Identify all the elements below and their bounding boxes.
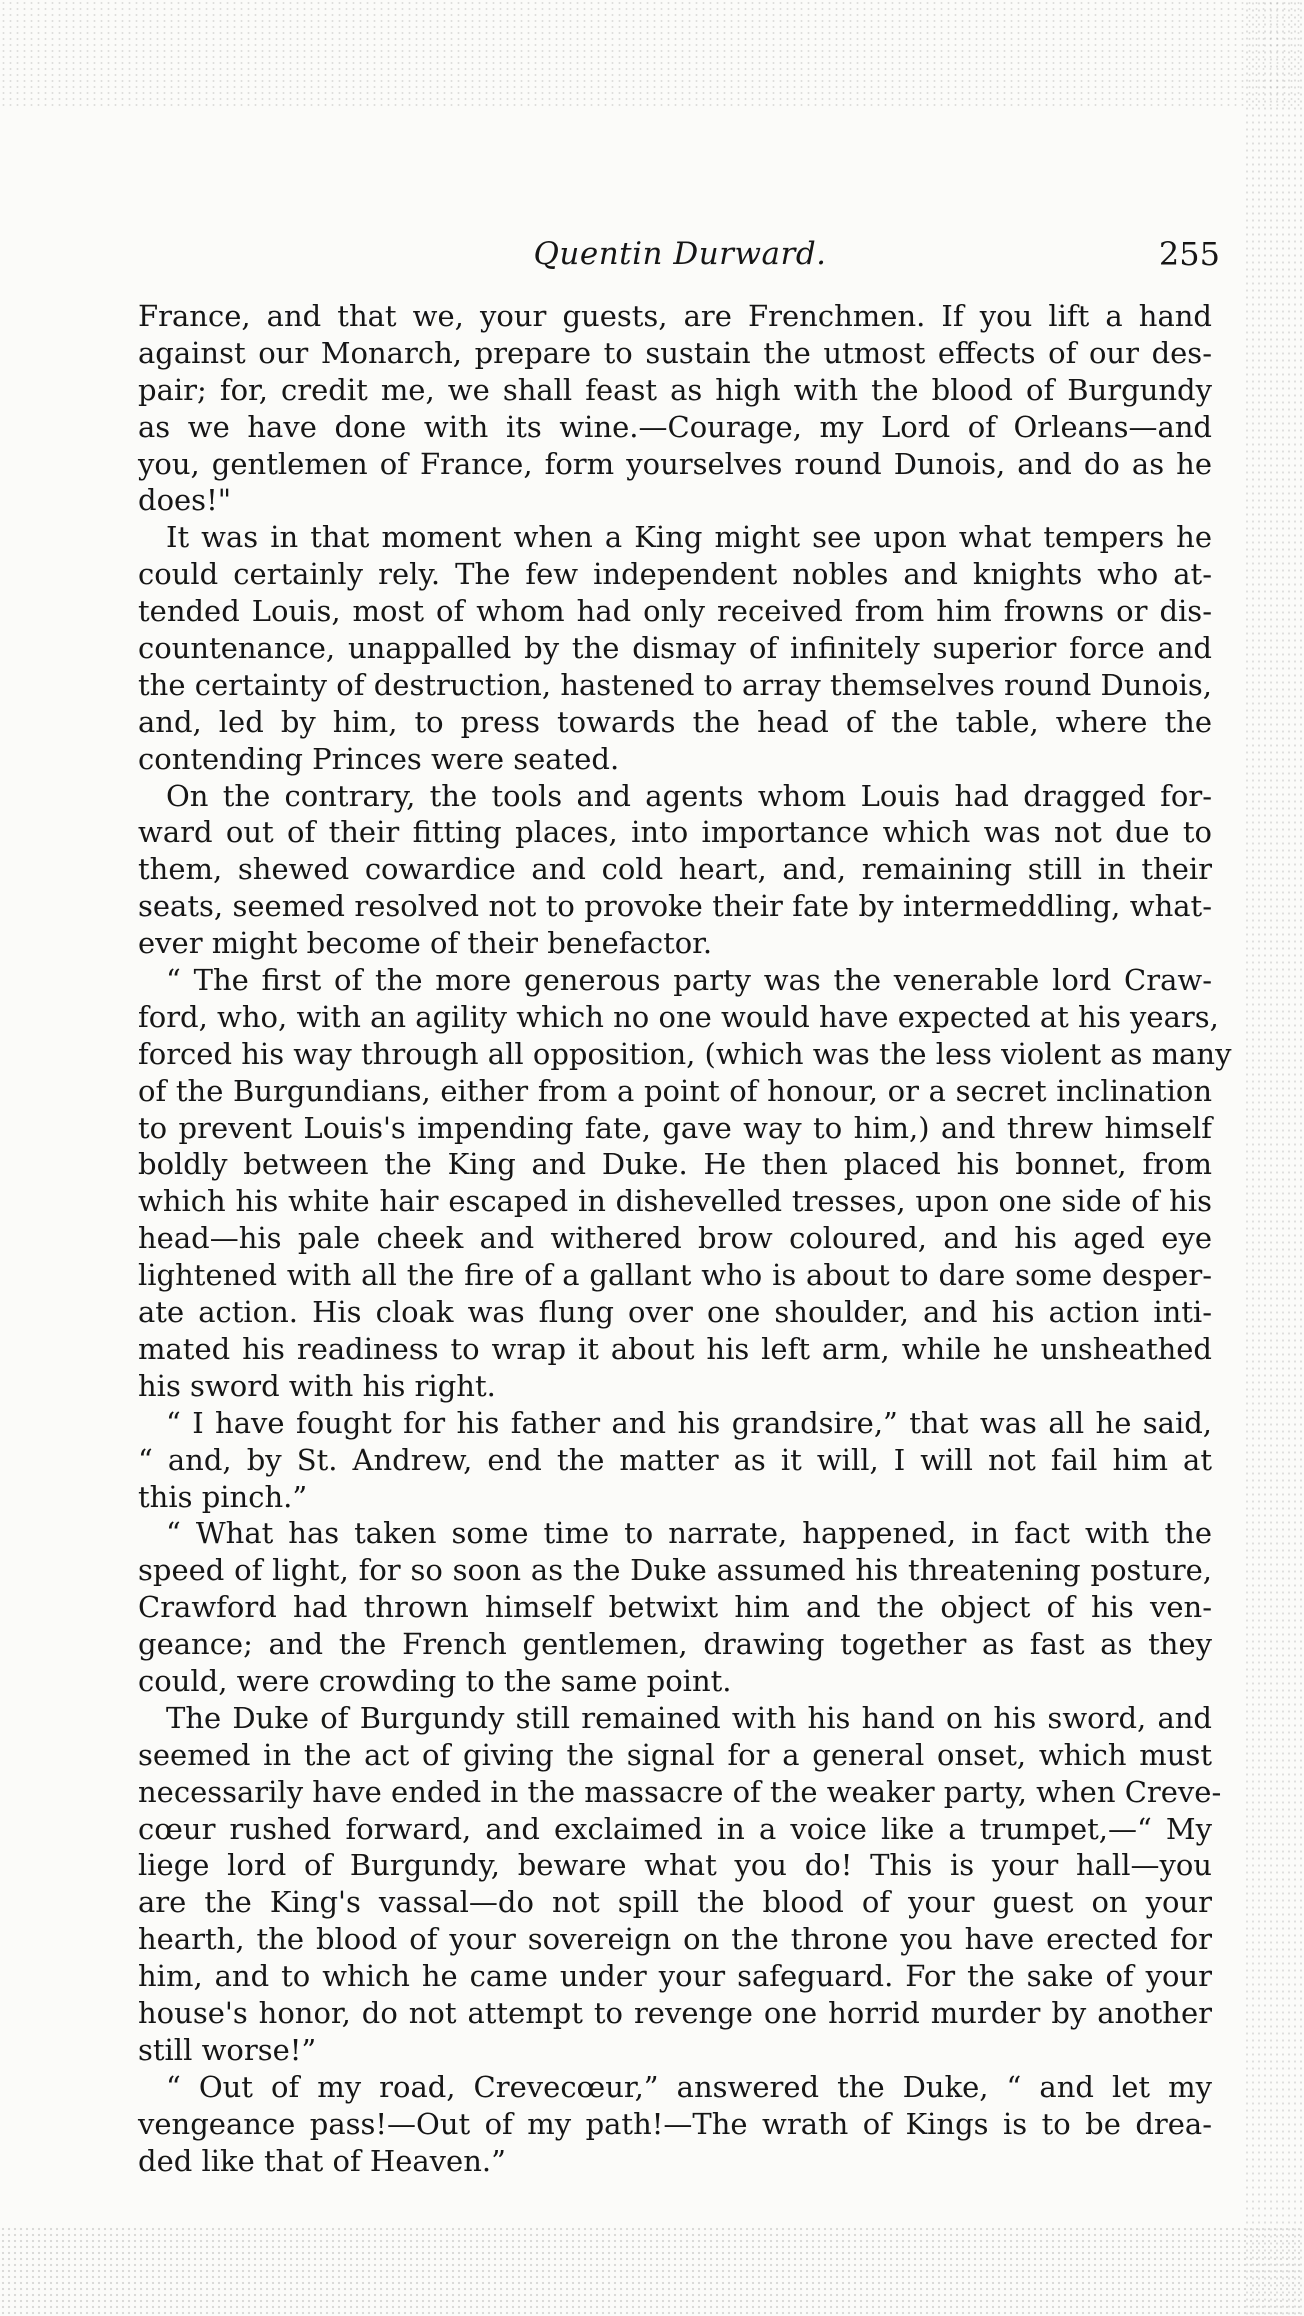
text-line: ward out of their fitting places, into importance which was not due to bbox=[138, 815, 1212, 850]
text-line: ever might become of their benefactor. bbox=[138, 926, 713, 961]
text-line: pair; for, credit me, we shall feast as high with the blood of Burgundy bbox=[138, 372, 1212, 407]
text-line: to prevent Louis's impending fate, gave way to him,) and threw himself bbox=[138, 1110, 1212, 1145]
text-line: ford, who, with an agility which no one would have expected at his years, bbox=[138, 999, 1219, 1034]
text-line: On the contrary, the tools and agents whom Louis had dragged for- bbox=[166, 778, 1212, 813]
text-line: It was in that moment when a King might see upon what tempers he bbox=[166, 520, 1212, 555]
text-line: as we have done with its wine.—Courage, my Lord of Orleans—and bbox=[138, 409, 1212, 444]
text-line: seats, seemed resolved not to provoke their fate by intermeddling, what- bbox=[138, 889, 1212, 924]
scan-speckle-bottom bbox=[0, 2226, 1304, 2316]
text-line: “ What has taken some time to narrate, happened, in fact with the bbox=[166, 1516, 1212, 1551]
text-line: “ and, by St. Andrew, end the matter as it will, I will not fail him at bbox=[138, 1442, 1212, 1477]
text-line: him, and to which he came under your safeguard. For the sake of your bbox=[138, 1959, 1212, 1994]
text-line: them, shewed cowardice and cold heart, and, remaining still in their bbox=[138, 852, 1212, 887]
scan-speckle-top bbox=[0, 0, 1304, 110]
text-line: necessarily have ended in the massacre of the weaker party, when Creve- bbox=[138, 1774, 1222, 1809]
text-line: vengeance pass!—Out of my path!—The wrath of Kings is to be drea- bbox=[138, 2106, 1212, 2141]
text-line: you, gentlemen of France, form yourselves round Dunois, and do as he bbox=[138, 446, 1212, 481]
text-line: forced his way through all opposition, (which was the less violent as many bbox=[138, 1036, 1232, 1071]
text-line: “ The first of the more generous party was the venerable lord Craw- bbox=[166, 963, 1212, 998]
text-line: against our Monarch, prepare to sustain the utmost effects of our des- bbox=[138, 335, 1212, 370]
text-line: speed of light, for so soon as the Duke assumed his threatening posture, bbox=[138, 1553, 1212, 1588]
scan-speckle-right bbox=[1244, 0, 1304, 2316]
text-line: the certainty of destruction, hastened to array themselves round Dunois, bbox=[138, 667, 1212, 702]
text-line: could certainly rely. The few independent nobles and knights who at- bbox=[138, 557, 1212, 592]
text-line: tended Louis, most of whom had only received from him frowns or dis- bbox=[138, 594, 1212, 629]
text-line: still worse!” bbox=[138, 2032, 317, 2067]
text-line: could, were crowding to the same point. bbox=[138, 1663, 732, 1698]
text-line: mated his readiness to wrap it about his left arm, while he unsheathed bbox=[138, 1331, 1212, 1366]
text-line: geance; and the French gentlemen, drawing together as fast as they bbox=[138, 1627, 1212, 1662]
text-line: and, led by him, to press towards the head of the table, where the bbox=[138, 704, 1212, 739]
text-line: cœur rushed forward, and exclaimed in a voice like a trumpet,—“ My bbox=[138, 1811, 1212, 1846]
text-line: are the King's vassal—do not spill the blood of your guest on your bbox=[138, 1885, 1212, 1920]
page-header bbox=[140, 232, 1220, 276]
body-text bbox=[138, 298, 1232, 2179]
text-line: “ Out of my road, Crevecœur,” answered the Duke, “ and let my bbox=[166, 2069, 1212, 2104]
text-line: “ I have fought for his father and his grandsire,” that was all he said, bbox=[166, 1405, 1212, 1440]
text-line: ded like that of Heaven.” bbox=[138, 2143, 506, 2178]
running-title: Quentin Durward. bbox=[533, 236, 827, 272]
text-line: of the Burgundians, either from a point of honour, or a secret inclination bbox=[138, 1073, 1212, 1108]
text-line: his sword with his right. bbox=[138, 1368, 496, 1403]
text-line: which his white hair escaped in dishevelled tresses, upon one side of his bbox=[138, 1184, 1212, 1219]
page-number: 255 bbox=[1158, 235, 1220, 273]
text-line: The Duke of Burgundy still remained with his hand on his sword, and bbox=[166, 1700, 1212, 1735]
text-line: contending Princes were seated. bbox=[138, 741, 620, 776]
text-line: does!" bbox=[138, 483, 232, 518]
text-line: ate action. His cloak was flung over one shoulder, and his action inti- bbox=[138, 1295, 1212, 1330]
text-line: this pinch.” bbox=[138, 1479, 308, 1514]
text-line: house's honor, do not attempt to revenge one horrid murder by another bbox=[138, 1995, 1212, 2030]
text-line: lightened with all the fire of a gallant who is about to dare some desper- bbox=[138, 1258, 1212, 1293]
text-line: hearth, the blood of your sovereign on the throne you have erected for bbox=[138, 1922, 1212, 1957]
text-line: Crawford had thrown himself betwixt him and the object of his ven- bbox=[138, 1590, 1212, 1625]
text-line: head—his pale cheek and withered brow coloured, and his aged eye bbox=[138, 1221, 1212, 1256]
text-line: seemed in the act of giving the signal for a general onset, which must bbox=[138, 1737, 1212, 1772]
text-line: countenance, unappalled by the dismay of infinitely superior force and bbox=[138, 631, 1212, 666]
text-line: boldly between the King and Duke. He then placed his bonnet, from bbox=[138, 1147, 1212, 1182]
text-line: France, and that we, your guests, are Frenchmen. If you lift a hand bbox=[138, 299, 1212, 333]
text-line: liege lord of Burgundy, beware what you do! This is your hall—you bbox=[138, 1848, 1212, 1883]
